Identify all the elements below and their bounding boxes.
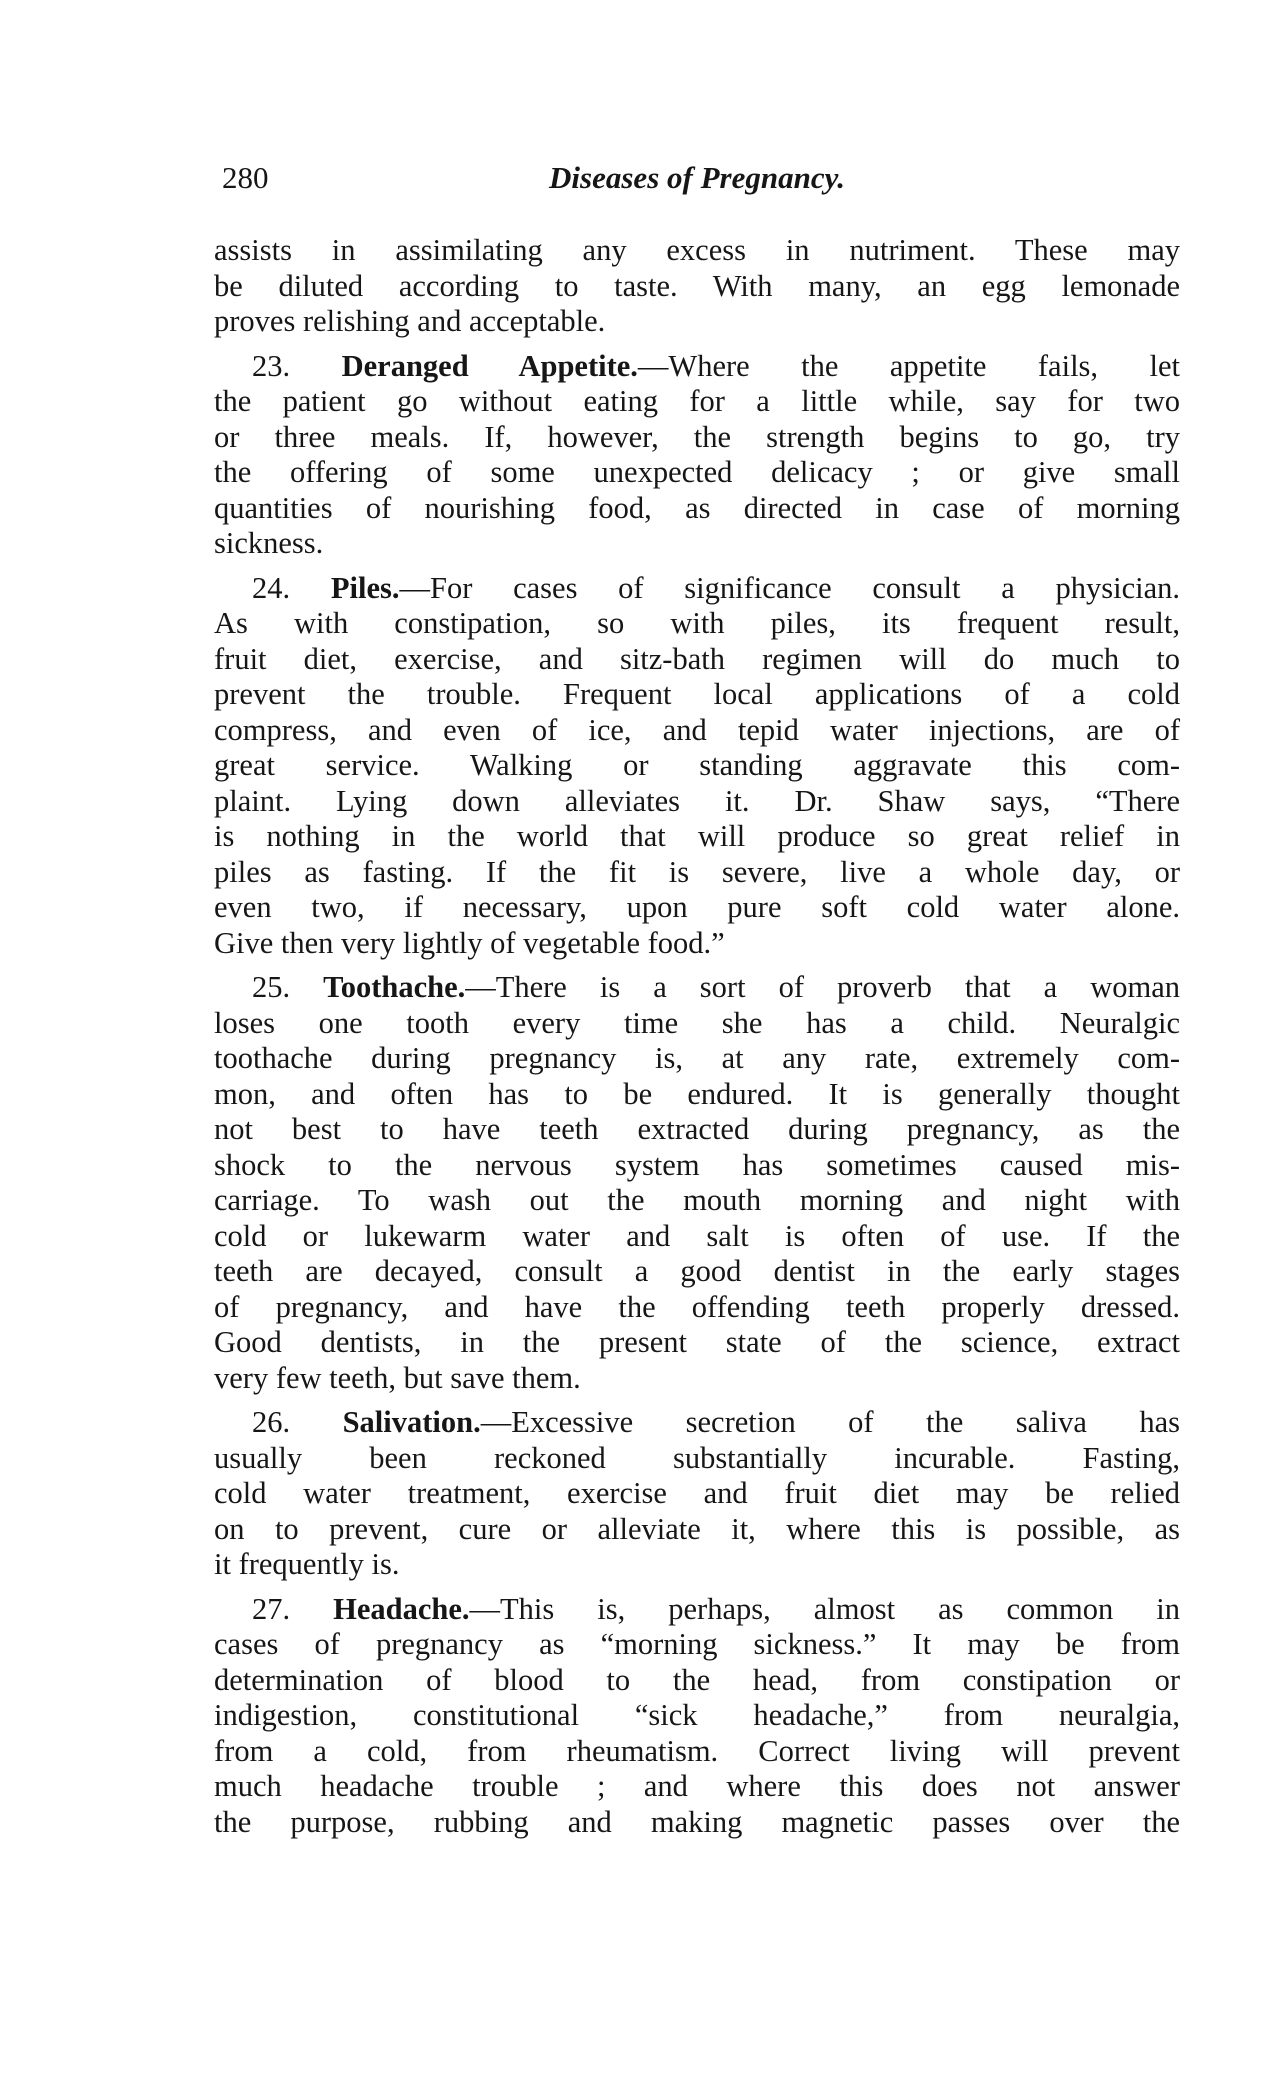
text-line: cold water treatment, exercise and fruit diet may be relied bbox=[214, 1476, 1180, 1510]
paragraph bbox=[214, 233, 1180, 340]
section-heading: Deranged Appetite. bbox=[341, 348, 638, 383]
section-heading: Piles. bbox=[330, 570, 400, 605]
text-line: the patient go without eating for a little while, say for two bbox=[214, 384, 1180, 418]
text-line: or three meals. If, however, the strength begins to go, try bbox=[214, 419, 1180, 454]
text-line: on to prevent, cure or alleviate it, where this is possible, as bbox=[214, 1511, 1180, 1546]
text-line: great service. Walking or standing aggravate this com- bbox=[214, 748, 1180, 782]
section-number: 25. bbox=[252, 970, 291, 1004]
text-line bbox=[214, 970, 1180, 1006]
text-line: even two, if necessary, upon pure soft cold water alone. bbox=[214, 890, 1180, 924]
text-line bbox=[214, 349, 1180, 385]
text-line: fruit diet, exercise, and sitz-bath regimen will do much to bbox=[214, 641, 1180, 676]
text-line: of pregnancy, and have the offending teeth properly dressed. bbox=[214, 1289, 1180, 1324]
text-line: Give then very lightly of vegetable food.” bbox=[214, 925, 725, 960]
text-line: compress, and even of ice, and tepid water injections, are of bbox=[214, 712, 1180, 747]
text-line: from a cold, from rheumatism. Correct living will prevent bbox=[214, 1733, 1180, 1768]
text-line: quantities of nourishing food, as directed in case of morning bbox=[214, 490, 1180, 525]
section-heading: Salivation. bbox=[342, 1405, 481, 1439]
line-text: —There is a sort of proverb that a woman bbox=[465, 970, 1181, 1004]
text-line: is nothing in the world that will produce so great relief in bbox=[214, 819, 1180, 853]
paragraph bbox=[214, 970, 1180, 1396]
page-header bbox=[214, 160, 1180, 200]
text-line: cases of pregnancy as “morning sickness.” It may be from bbox=[214, 1627, 1180, 1661]
text-line: the offering of some unexpected delicacy ; or give small bbox=[214, 455, 1180, 489]
paragraph bbox=[214, 1592, 1180, 1841]
text-line: determination of blood to the head, from constipation or bbox=[214, 1662, 1180, 1697]
text-line: piles as fasting. If the fit is severe, live a whole day, or bbox=[214, 854, 1180, 889]
text-line: toothache during pregnancy is, at any rate, extremely com- bbox=[214, 1041, 1180, 1075]
text-line: be diluted according to taste. With many, an egg lemonade bbox=[214, 268, 1180, 303]
text-line: it frequently is. bbox=[214, 1547, 400, 1581]
section-number: 26. bbox=[252, 1405, 291, 1439]
text-line bbox=[214, 1592, 1180, 1628]
section-number: 27. bbox=[252, 1591, 291, 1626]
running-title: Diseases of Pregnancy. bbox=[549, 160, 845, 195]
text-line: shock to the nervous system has sometimes caused mis- bbox=[214, 1147, 1180, 1182]
paragraph bbox=[214, 571, 1180, 962]
text-line: teeth are decayed, consult a good dentist in the early stages bbox=[214, 1254, 1180, 1288]
text-line: not best to have teeth extracted during pregnancy, as the bbox=[214, 1112, 1180, 1146]
text-line: carriage. To wash out the mouth morning and night with bbox=[214, 1183, 1180, 1217]
text-line: much headache trouble ; and where this does not answer bbox=[214, 1769, 1180, 1803]
text-line: usually been reckoned substantially incurable. Fasting, bbox=[214, 1440, 1180, 1475]
text-line: prevent the trouble. Frequent local applications of a cold bbox=[214, 677, 1180, 711]
page-number: 280 bbox=[222, 160, 269, 195]
text-line: proves relishing and acceptable. bbox=[214, 304, 606, 338]
text-line: mon, and often has to be endured. It is generally thought bbox=[214, 1076, 1180, 1111]
text-line: indigestion, constitutional “sick headache,” from neuralgia, bbox=[214, 1698, 1180, 1732]
page-body bbox=[214, 233, 1180, 1849]
section-heading: Headache. bbox=[333, 1591, 470, 1626]
line-text: —Excessive secretion of the saliva has bbox=[480, 1405, 1180, 1439]
text-line: sickness. bbox=[214, 526, 324, 560]
section-heading: Toothache. bbox=[323, 970, 466, 1004]
paragraph bbox=[214, 349, 1180, 562]
text-line: cold or lukewarm water and salt is often of use. If the bbox=[214, 1218, 1180, 1253]
paragraph bbox=[214, 1405, 1180, 1583]
text-line: very few teeth, but save them. bbox=[214, 1360, 581, 1395]
line-text: —Where the appetite fails, let bbox=[637, 348, 1180, 383]
text-line: loses one tooth every time she has a child. Neuralgic bbox=[214, 1005, 1180, 1040]
section-number: 24. bbox=[252, 570, 291, 605]
text-line: the purpose, rubbing and making magnetic passes over the bbox=[214, 1804, 1180, 1839]
text-line bbox=[214, 1405, 1180, 1441]
text-line: assists in assimilating any excess in nutriment. These may bbox=[214, 233, 1180, 267]
line-text: —This is, perhaps, almost as common in bbox=[469, 1591, 1180, 1626]
text-line bbox=[214, 571, 1180, 607]
text-line: As with constipation, so with piles, its frequent result, bbox=[214, 606, 1180, 640]
text-line: Good dentists, in the present state of the science, extract bbox=[214, 1325, 1180, 1359]
section-number: 23. bbox=[252, 348, 291, 383]
text-line: plaint. Lying down alleviates it. Dr. Shaw says, “There bbox=[214, 783, 1180, 818]
line-text: —For cases of significance consult a physician. bbox=[399, 570, 1180, 605]
